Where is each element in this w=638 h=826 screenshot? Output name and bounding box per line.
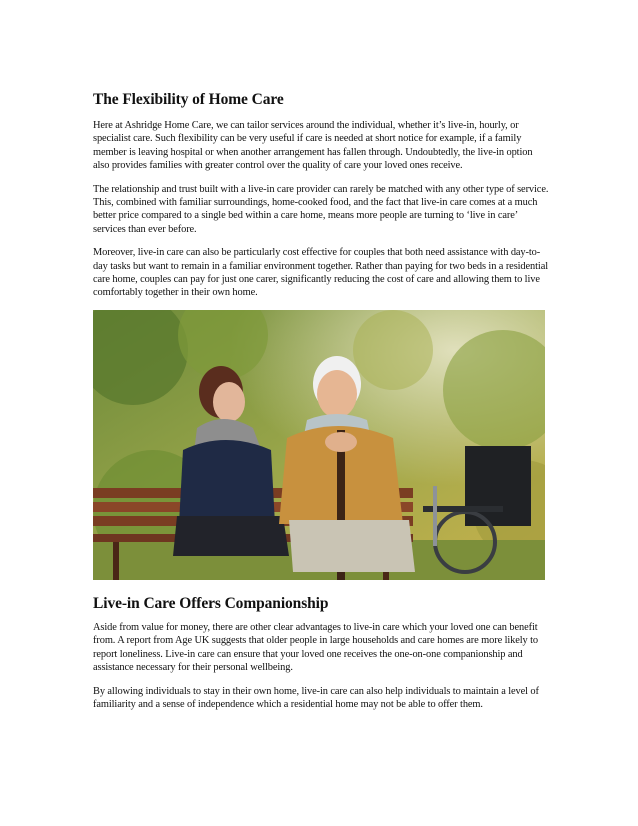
paragraph: By allowing individuals to stay in their own home, live-in care can also help individuals to maintain a level of familiarity and a sense of independence which a residential home may not be able to offer them. — [93, 685, 539, 710]
paragraph: Aside from value for money, there are other clear advantages to live-in care which your loved one can benefit from. A report from Age UK suggests that older people in large households and care homes are more likely to report loneliness. Live-in care can ensure that your loved one receives the one-on-one companionship and assistance necessary for their personal wellbeing. — [93, 621, 539, 674]
carer-and-elderly-man-on-bench-photo — [93, 310, 545, 580]
document-content — [93, 90, 549, 721]
section-heading-flexibility: The Flexibility of Home Care — [93, 91, 284, 108]
paragraph: Here at Ashridge Home Care, we can tailor services around the individual, whether it’s live-in, hourly, or specialist care. Such flexibility can be very useful if care is needed at short notice for example, if a family member is leaving hospital or when another arrangement has fallen through. Undoubtedly, the live-in option also provides families with greater control over the quality of care your loved ones receive. — [93, 120, 533, 172]
paragraph: The relationship and trust built with a live-in care provider can rarely be matched with any other type of service. This, combined with familiar surroundings, home-cooked food, and the fact that live-in care comes at a much better price compared to a single bed within a care home, means more people are turning to ‘live in care’ services than ever before. — [93, 183, 549, 235]
section-heading-companionship: Live-in Care Offers Companionship — [93, 594, 329, 612]
paragraph: Moreover, live-in care can also be particularly cost effective for couples that both need assistance with day-to-day tasks but want to remain in a familiar environment together. Rather than paying for two beds in a residential care home, couples can pay for just one carer, significantly reducing the cost of care and allowing them to live comfortably together in their own home. — [93, 247, 548, 299]
